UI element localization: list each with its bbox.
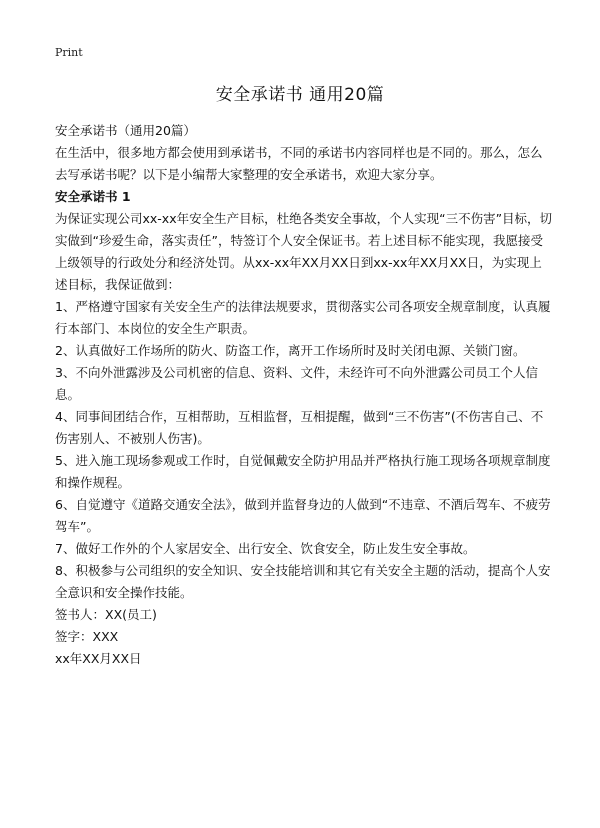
- signer-line: 签书人：XX(员工): [55, 607, 157, 622]
- signature-line: 签字：XXX: [55, 629, 119, 644]
- date-line: xx年XX月XX日: [55, 651, 142, 666]
- list-item: 8、积极参与公司组织的安全知识、安全技能培训和其它有关安全主题的活动，提高个人安全意识和安全操作技能。: [55, 563, 551, 600]
- print-label: Print: [55, 46, 83, 59]
- list-item: 3、不向外泄露涉及公司机密的信息、资料、文件，未经许可不向外泄露公司员工个人信息。: [55, 365, 538, 402]
- list-item: 1、严格遵守国家有关安全生产的法律法规要求，贯彻落实公司各项安全规章制度，认真履行本部门、本岗位的安全生产职责。: [55, 299, 551, 336]
- page-title: 安全承诺书 通用20篇: [215, 85, 385, 105]
- list-item: 6、自觉遵守《道路交通安全法》，做到并监督身边的人做到“不违章、不酒后驾车、不疲劳驾车”。: [55, 497, 551, 534]
- list-item: 2、认真做好工作场所的防火、防盗工作，离开工作场所时及时关闭电源、关锁门窗。: [55, 343, 526, 358]
- section-heading: 安全承诺书 1: [55, 189, 131, 204]
- document-body: [55, 120, 553, 670]
- document-subtitle: 安全承诺书（通用20篇）: [55, 123, 196, 138]
- list-item: 5、进入施工现场参观或工作时，自觉佩戴安全防护用品并严格执行施工现场各项规章制度和操作规程。: [55, 453, 551, 490]
- list-item: 4、同事间团结合作，互相帮助，互相监督，互相提醒，做到“三不伤害”(不伤害自己、不伤害别人、不被别人伤害)。: [55, 409, 544, 446]
- lead-paragraph: 为保证实现公司xx-xx年安全生产目标，杜绝各类安全事故，个人实现“三不伤害”目标，切实做到“珍爱生命，落实责任”，特签订个人安全保证书。若上述目标不能实现，我愿接受上级领导的行政处分和经济处罚。从xx-xx年XX月XX日到xx-xx年XX月XX日，为实现上述目标，我保证做到：: [55, 211, 553, 292]
- list-item: 7、做好工作外的个人家居安全、出行安全、饮食安全，防止发生安全事故。: [55, 541, 476, 556]
- intro-paragraph: 在生活中，很多地方都会使用到承诺书，不同的承诺书内容同样也是不同的。那么，怎么去写承诺书呢？以下是小编帮大家整理的安全承诺书，欢迎大家分享。: [55, 145, 543, 182]
